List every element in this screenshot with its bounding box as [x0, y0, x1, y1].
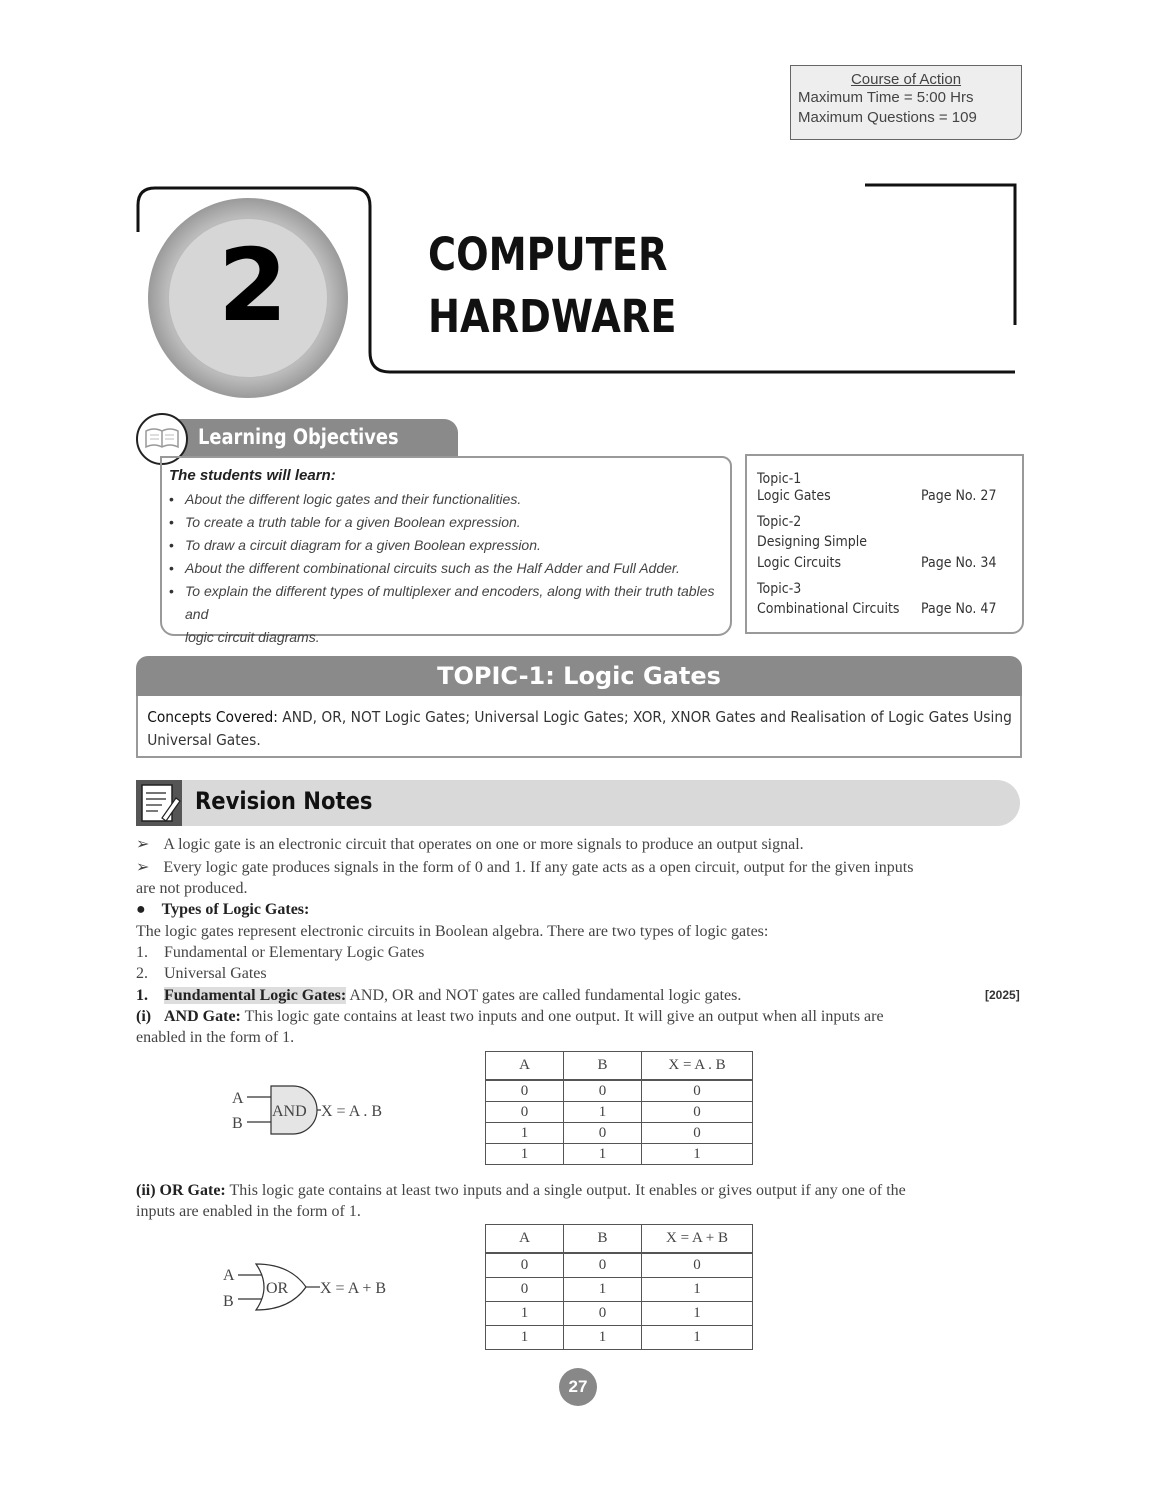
- topic-banner: [136, 656, 1022, 696]
- objective-item: • About the different combinational circuits such as the Half Adder and Full Adder.: [168, 557, 723, 580]
- fundamental-text: AND, OR and NOT gates are called fundamental logic gates.: [349, 987, 742, 1004]
- concepts-label: Concepts Covered:: [147, 708, 278, 726]
- topics-box: [745, 454, 1024, 634]
- column-header: X = A . B: [642, 1052, 753, 1081]
- chapter-number: 2: [218, 227, 288, 344]
- topic-2-page: Page No. 34: [921, 555, 997, 571]
- learning-objectives-heading: Learning Objectives: [198, 425, 399, 449]
- learning-objectives-tab: [160, 419, 458, 457]
- table-row: 0 0 0: [486, 1253, 753, 1278]
- bullet-icon: ●: [136, 901, 146, 918]
- note-2-line2: are not produced.: [136, 880, 248, 897]
- concepts-covered-box: [136, 696, 1022, 758]
- page-number: 27: [568, 1377, 588, 1396]
- topic-2-name-line1: Designing Simple: [757, 534, 868, 550]
- and-input-a: A: [232, 1090, 244, 1107]
- topic-3-name: Combinational Circuits: [757, 601, 900, 617]
- concepts-text-line1: AND, OR, NOT Logic Gates; Universal Logic Gates; XOR, XNOR Gates and Realisation of Logic Gates Using: [282, 708, 1012, 726]
- page-number-badge: [559, 1368, 597, 1406]
- column-header: X = A + B: [642, 1225, 753, 1254]
- or-gate-label: OR Gate:: [159, 1182, 226, 1199]
- and-gate-line2: enabled in the form of 1.: [136, 1029, 295, 1046]
- column-header: A: [486, 1225, 564, 1254]
- learning-objectives-list: [168, 488, 723, 649]
- note-2-line1: ➢ Every logic gate produces signals in the form of 0 and 1. If any gate acts as a open circuit, output for the given inputs: [136, 859, 914, 876]
- topic-1-name: Logic Gates: [757, 488, 831, 504]
- fundamental-gates: 1. Fundamental Logic Gates: AND, OR and NOT gates are called fundamental logic gates.: [136, 987, 742, 1004]
- objective-item: • To draw a circuit diagram for a given Boolean expression.: [168, 534, 723, 557]
- and-gate-label: AND Gate:: [164, 1008, 241, 1025]
- table-row: 1 1 1: [486, 1144, 753, 1165]
- concepts-text-line2: Universal Gates.: [147, 731, 261, 749]
- topic-banner-title: TOPIC-1: Logic Gates: [437, 662, 721, 690]
- column-header: B: [564, 1225, 642, 1254]
- max-time: Maximum Time = 5:00 Hrs: [798, 89, 974, 106]
- notes-icon: [136, 780, 182, 826]
- max-questions: Maximum Questions = 109: [798, 109, 977, 126]
- year-tag: [2025]: [985, 988, 1020, 1002]
- types-intro: The logic gates represent electronic circuits in Boolean algebra. There are two types of logic gates:: [136, 923, 769, 940]
- topic-1-page: Page No. 27: [921, 488, 997, 504]
- objective-item: • To create a truth table for a given Boolean expression.: [168, 511, 723, 534]
- and-gate-label-text: AND: [272, 1103, 307, 1120]
- arrow-bullet-icon: ➢: [136, 859, 150, 876]
- arrow-bullet-icon: ➢: [136, 836, 150, 853]
- topic-3-label: Topic-3: [757, 581, 802, 597]
- topic-2-label: Topic-2: [757, 514, 802, 530]
- or-input-b: B: [223, 1293, 234, 1310]
- table-row: 0 0 0: [486, 1080, 753, 1102]
- table-row: 1 0 0: [486, 1123, 753, 1144]
- types-heading: ● Types of Logic Gates:: [136, 901, 310, 918]
- type-2: 2. Universal Gates: [136, 965, 267, 982]
- note-1: ➢ A logic gate is an electronic circuit that operates on one or more signals to produce an output signal.: [136, 836, 804, 853]
- revision-notes-title: Revision Notes: [195, 787, 373, 815]
- and-input-b: B: [232, 1115, 243, 1132]
- topic-1-label: Topic-1: [757, 471, 802, 487]
- topic-2-name-line2: Logic Circuits: [757, 555, 842, 571]
- table-row: 0 1 1: [486, 1278, 753, 1302]
- fundamental-label: Fundamental Logic Gates:: [164, 987, 347, 1004]
- type-1: 1. Fundamental or Elementary Logic Gates: [136, 944, 425, 961]
- and-truth-table: [485, 1051, 753, 1165]
- chapter-title: [428, 224, 676, 348]
- or-input-a: A: [223, 1267, 235, 1284]
- table-row: 1 1 1: [486, 1326, 753, 1350]
- or-gate-label-text: OR: [266, 1280, 289, 1297]
- objective-item: • About the different logic gates and their functionalities.: [168, 488, 723, 511]
- or-output: X = A + B: [320, 1280, 387, 1297]
- chapter-title-line2: HARDWARE: [428, 290, 677, 343]
- course-of-action-title: Course of Action: [850, 71, 962, 88]
- or-truth-table: [485, 1224, 753, 1350]
- and-output: X = A . B: [321, 1103, 383, 1120]
- column-header: A: [486, 1052, 564, 1081]
- or-gate-line1: (ii) OR Gate: This logic gate contains at least two inputs and a single output. It enables or gives output if any one of the: [136, 1182, 906, 1199]
- and-gate-line1: (i) AND Gate: This logic gate contains at least two inputs and one output. It will give an output when all inputs are: [136, 1008, 884, 1025]
- table-row: 0 1 0: [486, 1102, 753, 1123]
- topic-3-page: Page No. 47: [921, 601, 997, 617]
- learning-objectives-intro: The students will learn:: [169, 467, 336, 484]
- column-header: B: [564, 1052, 642, 1081]
- chapter-title-line1: COMPUTER: [428, 228, 668, 281]
- objective-item: • To explain the different types of multiplexer and encoders, along with their truth tables and: [168, 580, 723, 626]
- objective-item-continued: logic circuit diagrams.: [185, 629, 320, 645]
- or-gate-line2: inputs are enabled in the form of 1.: [136, 1203, 361, 1220]
- table-row: 1 0 1: [486, 1302, 753, 1326]
